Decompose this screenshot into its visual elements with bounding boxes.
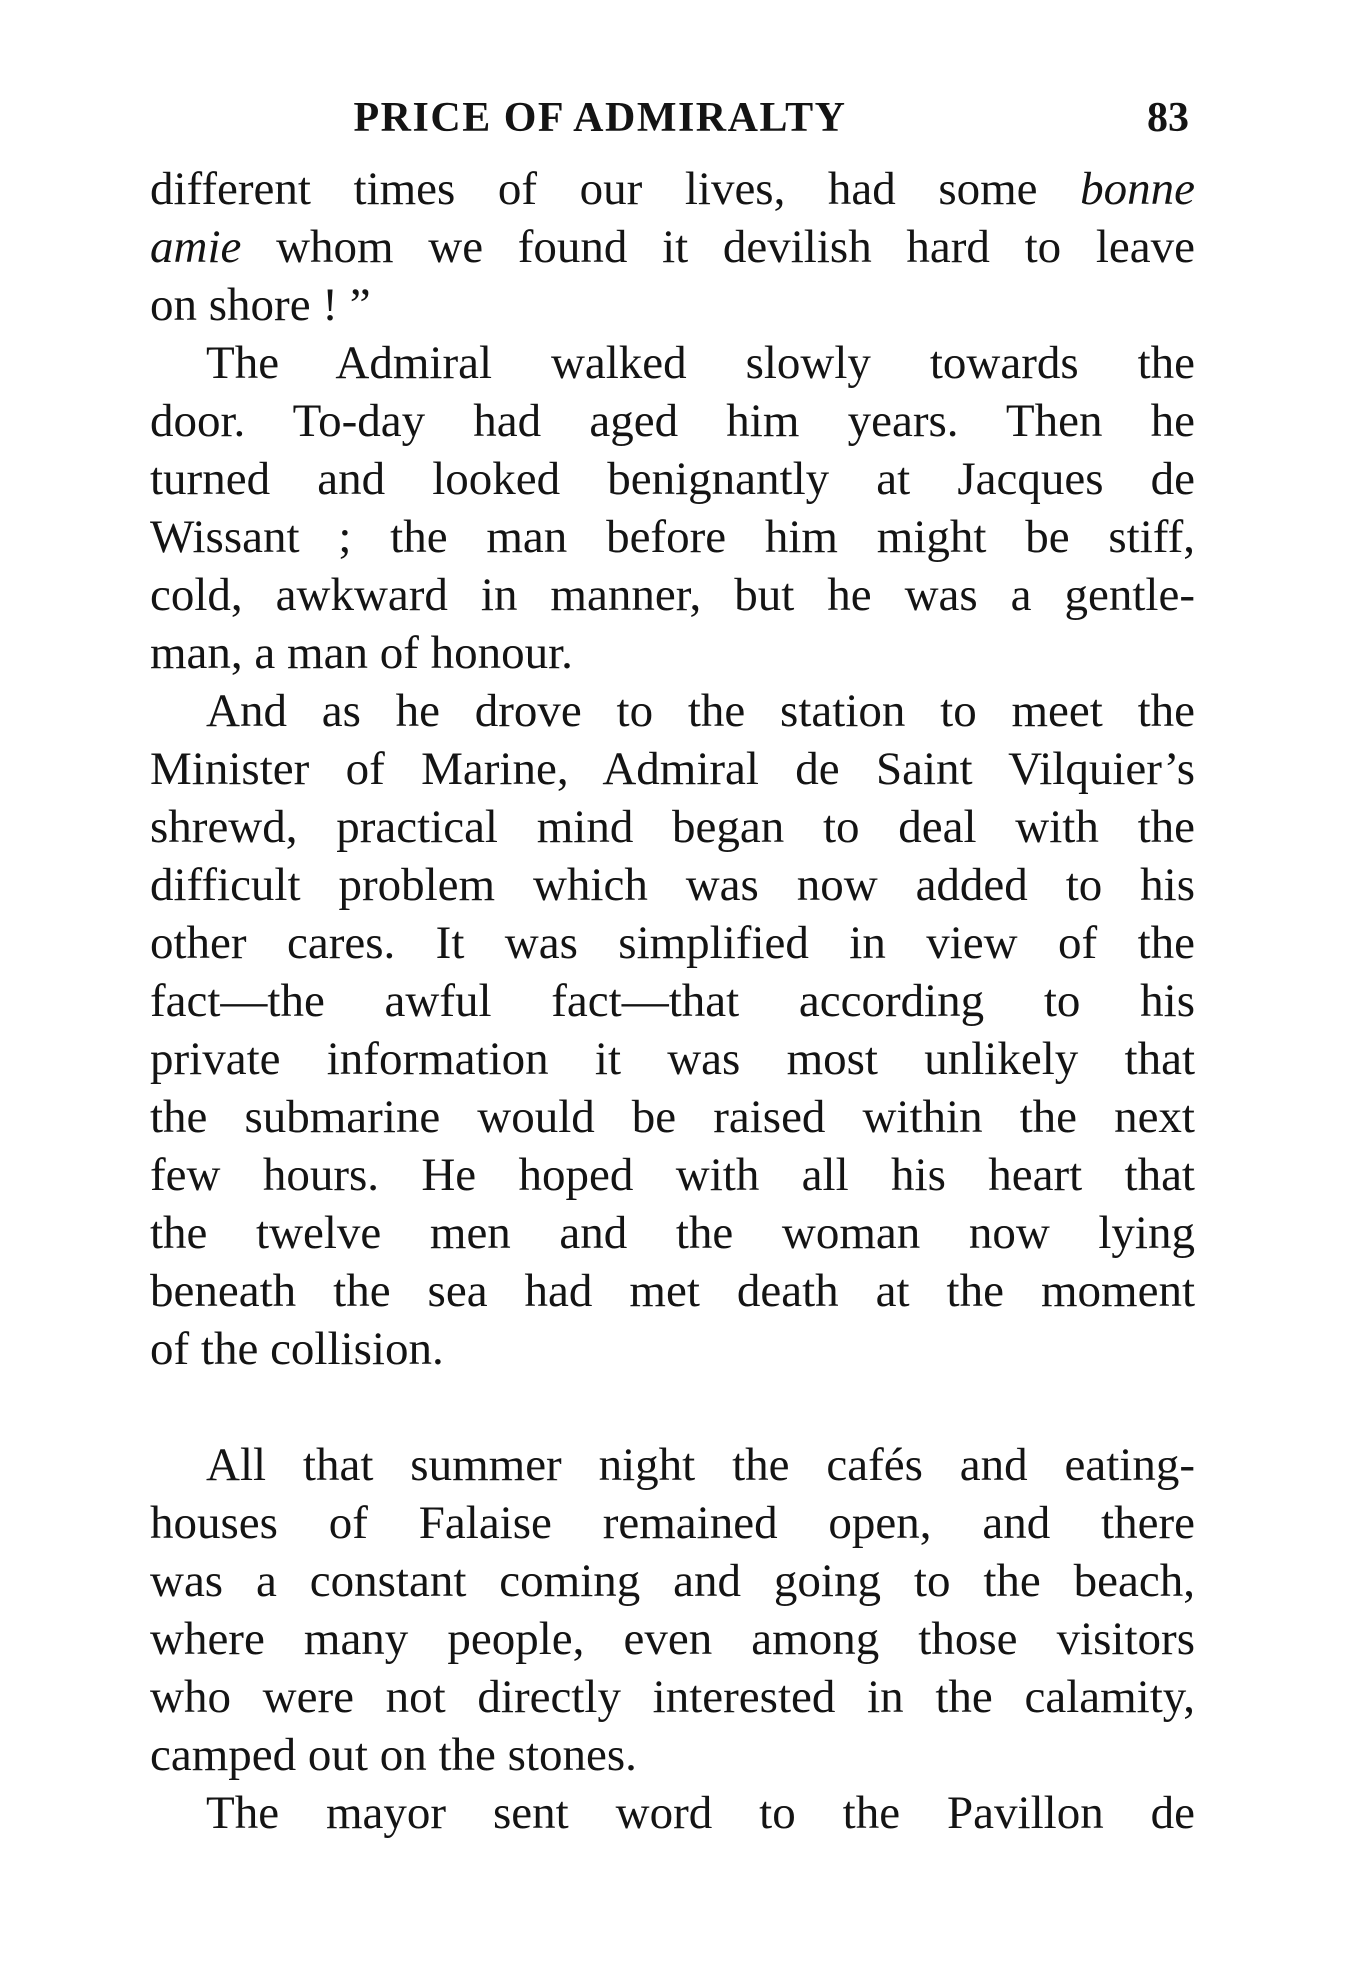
text-line: the submarine would be raised within the next [150, 1091, 1195, 1143]
text-line: Wissant ; the man before him might be stiff, [150, 511, 1195, 563]
text-line: camped out on the stones. [150, 1729, 637, 1781]
text-line: And as he drove to the station to meet the [206, 685, 1195, 737]
text-line: cold, awkward in manner, but he was a gentle- [150, 569, 1195, 621]
page-number: 83 [1147, 95, 1189, 141]
text-line: was a constant coming and going to the beach, [150, 1555, 1195, 1607]
text-line: fact—the awful fact—that according to his [150, 975, 1195, 1027]
text-line: beneath the sea had met death at the moment [150, 1265, 1195, 1317]
text-line: houses of Falaise remained open, and there [150, 1497, 1195, 1549]
text-line: The Admiral walked slowly towards the [206, 337, 1195, 389]
body-text [150, 160, 1195, 1842]
text-line: private information it was most unlikely that [150, 1033, 1195, 1085]
text-line: few hours. He hoped with all his heart that [150, 1149, 1195, 1201]
text-line: man, a man of honour. [150, 627, 573, 679]
text-line: shrewd, practical mind began to deal with the [150, 801, 1195, 853]
text-line: other cares. It was simplified in view of the [150, 917, 1195, 969]
text-line: The mayor sent word to the Pavillon de [206, 1787, 1195, 1839]
text-line: different times of our lives, had some bonne [150, 163, 1195, 215]
text-line: on shore ! ” [150, 279, 371, 331]
running-head: PRICE OF ADMIRALTY [353, 95, 847, 141]
text-line: turned and looked benignantly at Jacques de [150, 453, 1195, 505]
text-line: amie whom we found it devilish hard to leave [150, 221, 1195, 273]
text-line: of the collision. [150, 1323, 444, 1375]
text-line: Minister of Marine, Admiral de Saint Vilquier’s [150, 743, 1195, 795]
text-line: the twelve men and the woman now lying [150, 1207, 1195, 1259]
text-line: All that summer night the cafés and eating- [206, 1439, 1195, 1491]
text-line: who were not directly interested in the calamity, [150, 1671, 1195, 1723]
text-line: door. To-day had aged him years. Then he [150, 395, 1195, 447]
text-line: where many people, even among those visitors [150, 1613, 1195, 1665]
text-line: difficult problem which was now added to his [150, 859, 1195, 911]
page-header [150, 88, 1195, 148]
